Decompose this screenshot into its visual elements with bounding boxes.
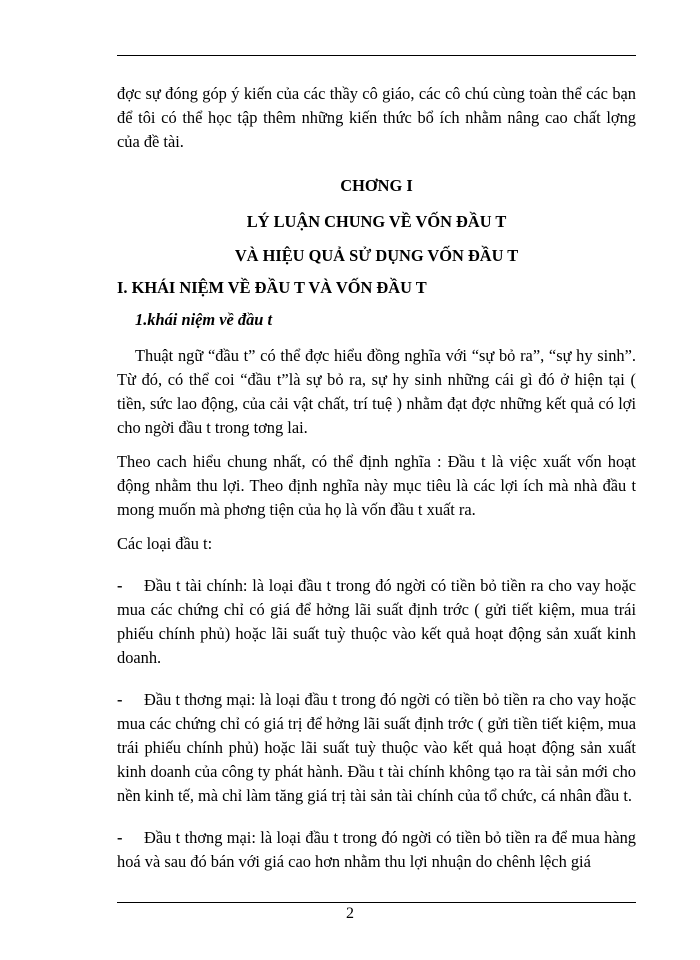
bullet-item-financial <box>117 574 636 670</box>
intro-paragraph: đợc sự đóng góp ý kiến của các thầy cô giáo, các cô chú cùng toàn thể các bạn để tôi có thể học tập thêm những kiến thức bổ ích nhằm nâng cao chất lợng của đề tài. <box>117 84 636 151</box>
section-heading: I. KHÁI NIỆM VỀ ĐẦU T VÀ VỐN ĐẦU T <box>117 278 427 297</box>
page-body <box>117 82 636 874</box>
bullet-dash: - <box>117 828 123 847</box>
header-rule <box>117 55 636 56</box>
bullet-text: Đầu t tài chính: là loại đầu t trong đó ngời có tiền bỏ tiền ra cho vay hoặc mua các chứng chỉ có giá để hởng lãi suất định trớc ( gửi tiết kiệm, mua trái phiếu chính phủ) hoặc lãi suất tuỳ thuộc vào kết quả hoạt động sản xuất kinh doanh. <box>117 576 636 667</box>
footer-rule <box>117 902 636 903</box>
definition-paragraph: Thuật ngữ “đầu t” có thể đợc hiểu đồng nghĩa với “sự bỏ ra”, “sự hy sinh”. Từ đó, có thể coi “đầu t”là sự bỏ ra, sự hy sinh những cái gì đó ở hiện tại ( tiền, sức lao động, của cải vật chất, trí tuệ ) nhằm đạt đợc những kết quả có lợi cho ngời đầu t trong tơng lai. <box>117 346 636 437</box>
bullet-item-trade <box>117 826 636 874</box>
chapter-label: CHƠNG I <box>340 176 413 195</box>
bullet-text: Đầu t thơng mại: là loại đầu t trong đó ngời có tiền bỏ tiền ra cho vay hoặc mua các chứng chỉ có giá trị để hởng lãi suất định trớc ( gửi tiền tiết kiệm, mua trái phiếu chính phủ) hoặc lãi suất tuỳ thuộc vào kết quả hoạt động sản xuất kinh doanh của công ty phát hành. Đầu t tài chính không tạo ra tài sản mới cho nền kinh tế, mà chỉ làm tăng giá trị tài sản tài chính của tổ chức, cá nhân đầu t. <box>117 690 636 805</box>
bullet-item-commercial <box>117 688 636 808</box>
page-number: 2 <box>346 905 354 922</box>
bullet-dash: - <box>117 576 123 595</box>
bullet-text: Đầu t thơng mại: là loại đầu t trong đó ngời có tiền bỏ tiền ra để mua hàng hoá và sau đó bán với giá cao hơn nhằm thu lợi nhuận do chênh lệch giá <box>117 828 636 871</box>
bullet-dash: - <box>117 690 123 709</box>
general-definition-paragraph: Theo cach hiểu chung nhất, có thể định nghĩa : Đầu t là việc xuất vốn hoạt động nhằm thu lợi. Theo định nghĩa này mục tiêu là các lợi ích mà nhà đầu t mong muốn mà phơng tiện của họ là vốn đầu t xuất ra. <box>117 452 636 519</box>
types-label: Các loại đầu t: <box>117 534 213 553</box>
subsection-heading: 1.khái niệm về đầu t <box>135 310 273 329</box>
chapter-title-line2: VÀ HIỆU QUẢ SỬ DỤNG VỐN ĐẦU T <box>234 246 519 265</box>
chapter-title-line1: LÝ LUẬN CHUNG VỀ VỐN ĐẦU T <box>246 212 507 231</box>
